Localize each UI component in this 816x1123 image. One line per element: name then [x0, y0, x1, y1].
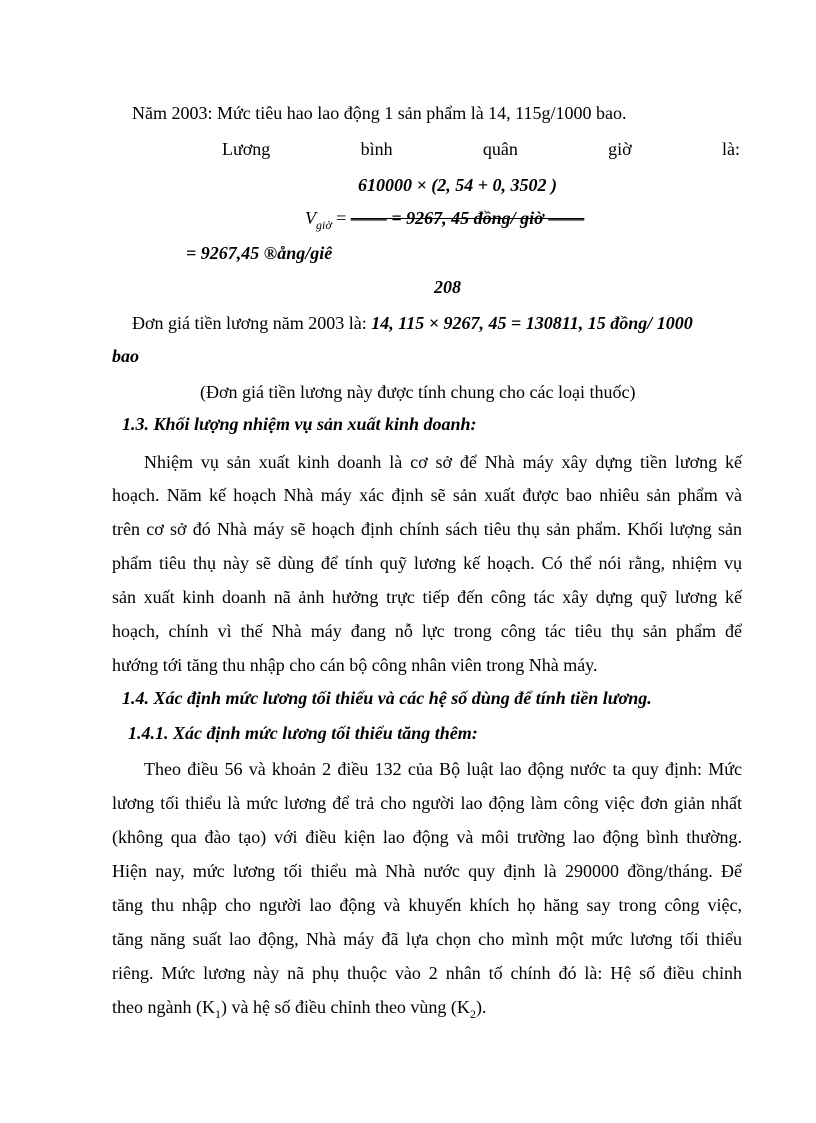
formula-garbled: = 9267,45 ®ång/giê: [186, 243, 333, 263]
word-quan: quân: [482, 139, 518, 159]
paragraph-line: hoạch, chính vì thế Nhà máy đang nỗ lực trong công tác tiêu thụ sản phẩm để: [112, 621, 742, 641]
unit-price-cont: bao: [112, 346, 139, 366]
equals-sign: =: [331, 208, 351, 228]
paragraph-line: hướng tới tăng thu nhập cho cán bộ công nhân viên trong Nhà máy.: [112, 655, 598, 675]
paragraph-line-last: [112, 995, 486, 1026]
subscript-k1: 1: [214, 1007, 221, 1021]
formula-numerator: 610000 × (2, 54 + 0, 3502 ): [358, 175, 558, 195]
paragraph-line: Theo điều 56 và khoản 2 điều 132 của Bộ luật lao động nước ta quy định: Mức: [144, 759, 742, 779]
word-binh: bình: [360, 139, 393, 159]
heading-1-4: 1.4. Xác định mức lương tối thiểu và các hệ số dùng để tính tiền lương.: [122, 688, 652, 708]
consumption-line: Năm 2003: Mức tiêu hao lao động 1 sản phẩm là 14, 115g/1000 bao.: [132, 103, 627, 123]
heading-1-4-1: 1.4.1. Xác định mức lương tối thiểu tăng thêm:: [128, 723, 478, 743]
subscript-k2: 2: [469, 1007, 476, 1021]
formula-result-line: [305, 206, 584, 237]
word-la: là:: [721, 139, 740, 159]
text-part: theo ngành (K: [112, 997, 215, 1017]
paragraph-line: tăng năng suất lao động, Nhà máy đã lựa chọn cho mình một mức lương tối thiểu: [112, 929, 742, 949]
paragraph-line: riêng. Mức lương này nã phụ thuộc vào 2 nhân tố chính đó là: Hệ số điều chỉnh: [112, 963, 742, 983]
formula-result: —— = 9267, 45 đồng/ giờ ——: [350, 208, 585, 228]
text-part: ).: [475, 997, 487, 1017]
formula-denominator: 208: [434, 277, 461, 297]
paragraph-line: lương tối thiểu là mức lương để trả cho người lao động làm công việc đơn giản nhất: [112, 793, 742, 813]
word-luong: Lương: [222, 139, 271, 159]
paragraph-line: tăng thu nhập cho người lao động và khuyến khích họ hăng say trong công việc,: [112, 895, 742, 915]
wage-per-hour-row: [222, 137, 740, 161]
paragraph-line: hoạch. Năm kế hoạch Nhà máy xác định sẽ sản xuất được bao nhiêu sản phẩm và: [112, 485, 742, 505]
word-gio: giờ: [608, 139, 632, 159]
unit-price-value: 14, 115 × 9267, 45 = 130811, 15 đồng/ 1000: [371, 313, 693, 333]
paragraph-line: Nhiệm vụ sản xuất kinh doanh là cơ sở để Nhà máy xây dựng tiền lương kế: [144, 452, 742, 472]
text-part: ) và hệ số điều chỉnh theo vùng (K: [220, 997, 470, 1017]
v-subscript: giờ: [316, 218, 332, 232]
paragraph-line: phẩm tiêu thụ này sẽ dùng để tính quỹ lương kế hoạch. Có thể nói rằng, nhiệm vụ: [112, 553, 742, 573]
v-symbol: V: [305, 208, 316, 228]
paragraph-line: trên cơ sở đó Nhà máy sẽ hoạch định chính sách tiêu thụ sản phẩm. Khối lượng sản: [112, 519, 742, 539]
paragraph-line: Hiện nay, mức lương tối thiểu mà Nhà nước quy định là 290000 đồng/tháng. Để: [112, 861, 742, 881]
unit-price-label: Đơn giá tiền lương năm 2003 là:: [132, 313, 372, 333]
paragraph-line: (không qua đào tạo) với điều kiện lao động và môi trường lao động bình thường.: [112, 827, 742, 847]
unit-price-line: [132, 311, 693, 335]
paragraph-line: sản xuất kinh doanh nã ảnh hưởng trực tiếp đến công tác xây dựng quỹ lương kế: [112, 587, 742, 607]
heading-1-3: 1.3. Khối lượng nhiệm vụ sản xuất kinh doanh:: [122, 414, 477, 434]
unit-price-note: (Đơn giá tiền lương này được tính chung cho các loại thuốc): [200, 382, 636, 402]
